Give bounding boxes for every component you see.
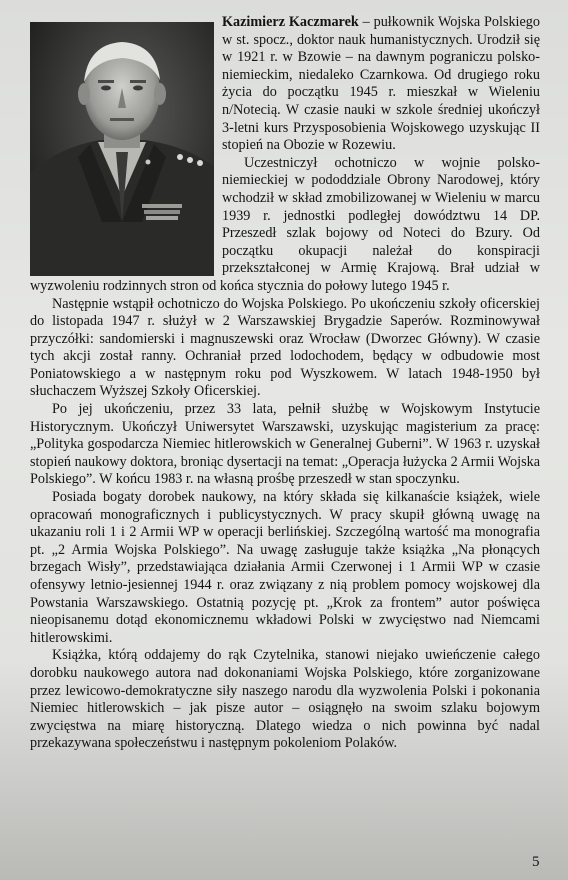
paragraph-2: Uczestniczył ochotniczo w wojnie polsko-niemieckiej w pododdziale Obrony Narodowej, który wchodził w skład zmobilizowanej w Wieleniu w marcu 1939 r. jednostki podległej dowództwu 14 DP. Przeszedł szlak bojowy od Noteci do Bzury. Od początku okupacji należał do konspiracji przekształconej w Armię Krajową. Brał udział w wyzwoleniu rodzinnych stron od końca stycznia do połowy lutego 1945 r. <box>30 154 540 294</box>
author-name: Kazimierz Kaczmarek <box>222 14 359 30</box>
paragraph-3: Następnie wstąpił ochotniczo do Wojska Polskiego. Po ukończeniu szkoły oficerskiej do listopada 1947 r. służył w 2 Warszawskiej Brygadzie Saperów. Rozminowywał przyczółki: sandomierski i magnuszewski oraz Wrocław (Dworzec Główny). W czasie tych akcji został ranny. Ochraniał przed lodochodem, będący w odbudowie most Poniatowskiego a w następnym roku pod Wyszkowem. W latach 1948-1950 był słuchaczem Wyższej Szkoły Oficerskiej. <box>30 295 540 400</box>
paragraph-1-text: – pułkownik Wojska Polskiego w st. spocz., doktor nauk humanistycznych. Urodził się w 1921 r. w Bzowie – na dawnym pograniczu polsko-niemieckim, niedaleko Czarnkowa. Od drugiego roku życia do początku 1945 r. mieszkał w Wieleniu n/Notecią. W czasie nauki w szkole średniej ukończył 3-letni kurs Przysposobienia Wojskowego uzyskując II stopień na Obozie w Rozewiu. <box>222 14 540 154</box>
photo-spacer <box>30 14 222 276</box>
page-number: 5 <box>532 854 540 870</box>
paragraph-5: Posiada bogaty dorobek naukowy, na który składa się kilkanaście książek, wiele opracowań monograficznych i publicystycznych. W pracy skupił główną uwagę na ukazaniu roli 1 i 2 Armii WP w operacji berlińskiej. Szczególną wartość ma monografia pt. „2 Armia Wojska Polskiego”. Na uwagę zasługuje także książka „Na płonących brzegach Wisły”, przedstawiająca działania Armii Czerwonej i 1 Armii WP w czasie ofensywy letnio-jesiennej 1944 r. oraz związany z nią problem pomocy wojskowej dla Powstania Warszawskiego. Ostatnią pozycję pt. „Krok za frontem” autor poświęca nieopisanemu dotąd ekonomicznemu wkładowi Polski w zwycięstwo nad Niemcami hitlerowskimi. <box>30 489 540 646</box>
biography-text <box>30 14 540 753</box>
paragraph-4: Po jej ukończeniu, przez 33 lata, pełnił służbę w Wojskowym Instytucie Historycznym. Ukończył Uniwersytet Warszawski, uzyskując magisterium za pracę: „Polityka gospodarcza Niemiec hitlerowskich w Generalnej Guberni”. W 1963 r. uzyskał stopień naukowy doktora, broniąc dysertacji na temat: „Operacja łużycka 2 Armii Wojska Polskiego”. W końcu 1983 r. na własną prośbę przeszedł w stan spoczynku. <box>30 401 540 488</box>
paragraph-6: Książka, którą oddajemy do rąk Czytelnika, stanowi niejako uwieńczenie całego dorobku naukowego autora nad dokonaniami Wojska Polskiego, które zorganizowane przez lewicowo-demokratyczne siły naszego narodu dla wyzwolenia Polski i pokonania Niemiec hitlerowskich – jak pisze autor – osiągnęło na swoim szlaku bojowym zwycięstwa na miarę historyczną. Dlatego wiedza o nich powinna być nadal przekazywana społeczeństwu i następnym pokoleniom Polaków. <box>30 647 540 752</box>
